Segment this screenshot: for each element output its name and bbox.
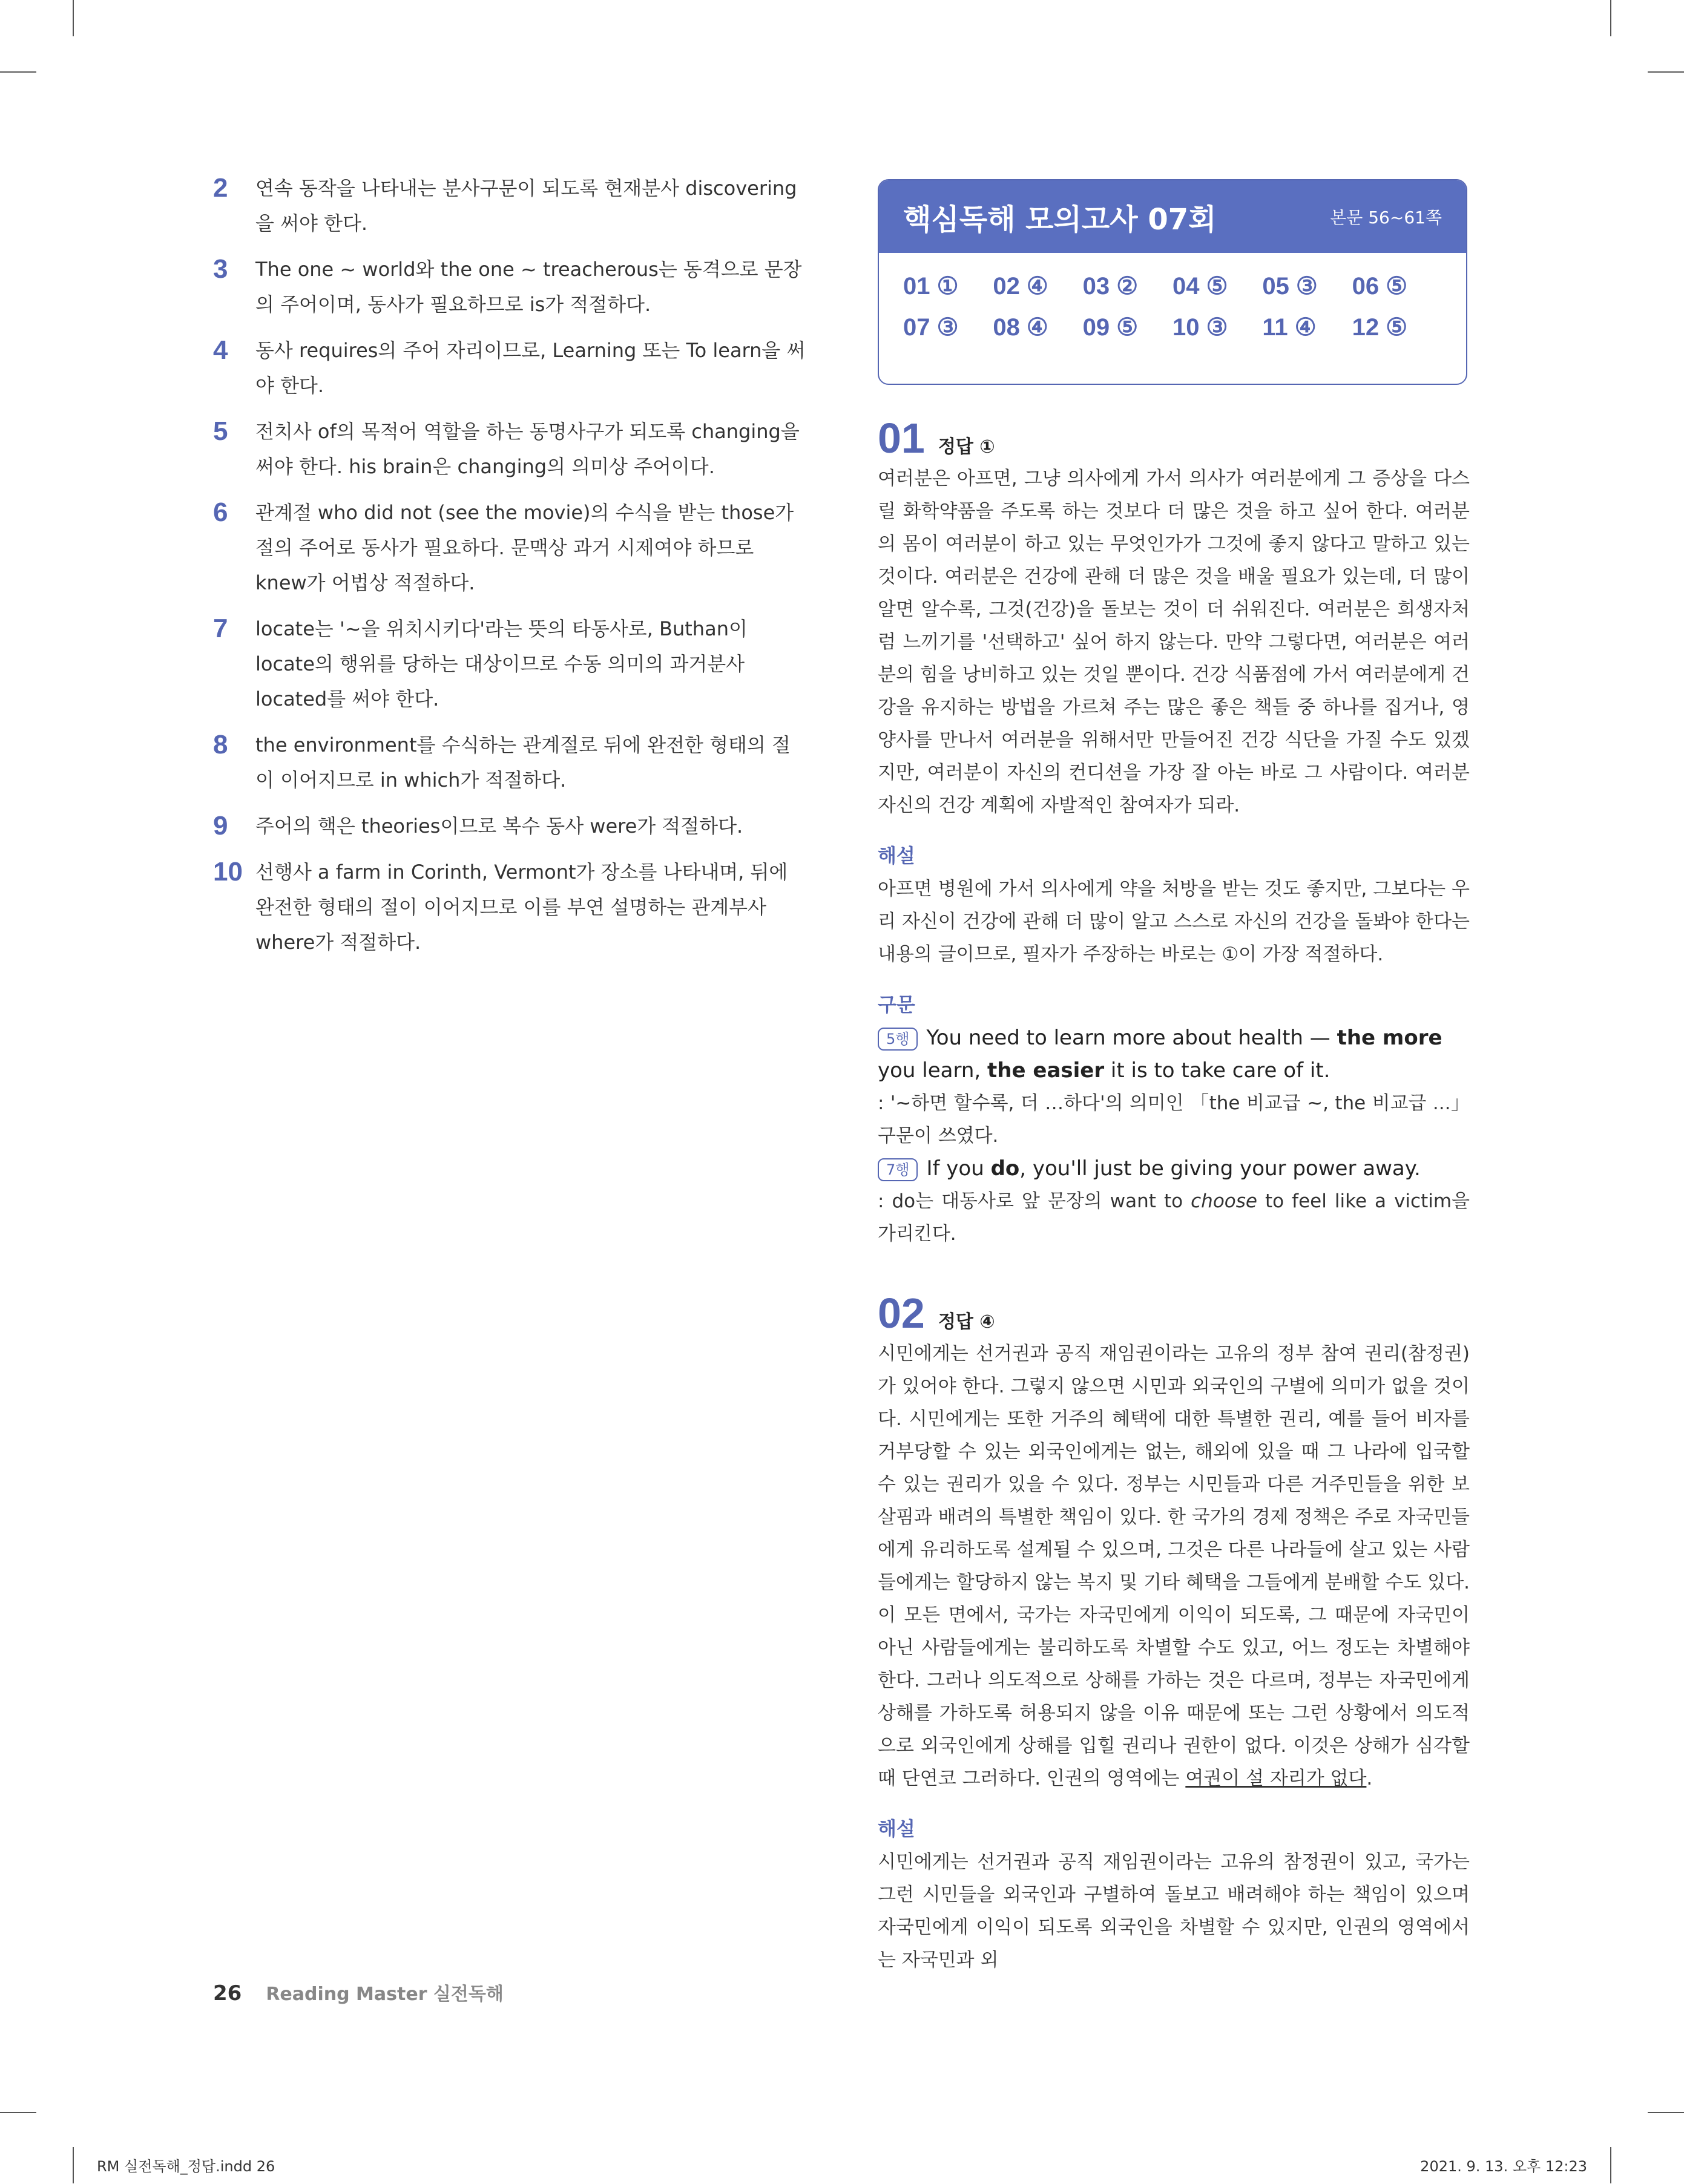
translation-paragraph: 여러분은 아프면, 그냥 의사에게 가서 의사가 여러분에게 그 증상을 다스릴 화학약품을 주도록 하는 것보다 더 많은 것을 하고 싶어 한다. 여러분의 몸이 여러분이 하고 있는 무엇인가가 그것에 좋지 않다고 말하고 있는 것이다. 여러분은 건강에 관해 더 많은 것을 배울 필요가 있는데, 더 많이 알면 알수록, 그것(건강)을 돌보는 것이 더 쉬워진다. 여러분은 희생자처럼 느끼기를 '선택하고' 싶어 하지 않는다. 만약 그렇다면, 여러분은 여러분의 힘을 낭비하고 있는 것일 뿐이다. 건강 식품점에 가서 여러분에게 건강을 유지하는 방법을 가르쳐 주는 많은 좋은 책들 중 하나를 집거나, 영양사를 만나서 여러분을 위해서만 만들어진 건강 식단을 가질 수도 있겠지만, 여러분이 자신의 컨디션을 가장 잘 아는 바로 그 사람이다. 여러분 자신의 건강 계획에 자발적인 참여자가 되라. bbox=[878, 468, 1470, 816]
sentence-bold: the more bbox=[1337, 1026, 1442, 1050]
section-heading-explanation: 해설 bbox=[878, 1817, 915, 1840]
translation-text: 시민에게는 선거권과 공직 재임권이라는 고유의 정부 참여 권리(참정권)가 있어야 한다. 그렇지 않으면 시민과 외국인의 구별에 의미가 없을 것이다. 시민에게는 또한 거주의 혜택에 대한 특별한 권리, 예를 들어 비자를 거부당할 수 있는 외국인에게는 없는, 해외에 있을 때 그 나라에 입국할 수 있는 권리가 있을 수 있다. 정부는 시민들과 다른 거주민들을 위한 보살핌과 배려의 특별한 책임이 있다. 한 국가의 경제 정책은 주로 자국민들에게 유리하도록 설계될 수 있으며, 그것은 다른 나라들에 살고 있는 사람들에게는 할당하지 않는 복지 및 기타 혜택을 그들에게 분배할 수도 있다. 이 모든 면에서, 국가는 자국민에게 이익이 되도록, 그 때문에 자국민이 아닌 사람들에게는 불리하도록 차별할 수도 있고, 어느 정도는 차별해야 한다. 그러나 의도적으로 상해를 가하는 것은 다르며, 정부는 자국민에게 상해를 가하도록 허용되지 않을 이유 때문에 또는 그런 상황에서 의도적으로 외국인에게 상해를 입힐 권리나 권한이 없다. 이것은 상해가 심각할 때 단연코 그러하다. 인권의 영역에는 bbox=[878, 1343, 1470, 1789]
answer-key-pages: 본문 56~61쪽 bbox=[1330, 208, 1442, 228]
answer-item: 12 ⑤ bbox=[1352, 314, 1408, 341]
list-item bbox=[213, 611, 806, 717]
sentence-part: , you'll just be giving your power away. bbox=[1019, 1156, 1421, 1181]
answer-item: 09 ⑤ bbox=[1082, 314, 1139, 341]
item-text: The one ~ world와 the one ~ treacherous는 동격으로 문장의 주어이며, 동사가 필요하므로 is가 적절하다. bbox=[255, 258, 802, 316]
crop-mark bbox=[1648, 71, 1684, 73]
sentence-part: You need to learn more about health — bbox=[926, 1026, 1337, 1050]
list-item bbox=[213, 727, 806, 798]
question-header bbox=[878, 1289, 1470, 1337]
item-number: 7 bbox=[213, 614, 228, 643]
question-number: 01 bbox=[878, 415, 925, 462]
slug-date: 2021. 9. 13. 오후 12:23 bbox=[1420, 2158, 1587, 2175]
answer-item: 05 ③ bbox=[1262, 273, 1318, 300]
item-text: 동사 requires의 주어 자리이므로, Learning 또는 To learn을 써야 한다. bbox=[255, 339, 806, 397]
list-item bbox=[213, 495, 806, 600]
answer-item: 03 ② bbox=[1082, 273, 1139, 300]
item-text: 연속 동작을 나타내는 분사구문이 되도록 현재분사 discovering을 써야 한다. bbox=[255, 177, 797, 235]
explanation-paragraph: 시민에게는 선거권과 공직 재임권이라는 고유의 참정권이 있고, 국가는 그런 시민들을 외국인과 구별하여 돌보고 배려해야 하는 책임이 있으며 자국민에게 이익이 되도록 외국인을 차별할 수 있지만, 인권의 영역에서는 자국민과 외 bbox=[878, 1851, 1470, 1971]
item-number: 4 bbox=[213, 335, 228, 365]
answer-label: 정답 ④ bbox=[938, 1311, 995, 1333]
answer-item: 01 ① bbox=[903, 273, 959, 300]
syntax-sentence bbox=[878, 1021, 1470, 1087]
translation-end: . bbox=[1366, 1768, 1373, 1789]
crop-mark bbox=[0, 71, 36, 73]
sentence-part: If you bbox=[926, 1156, 991, 1181]
crop-mark bbox=[73, 2147, 74, 2183]
answer-key-header bbox=[879, 180, 1466, 253]
sentence-bold: do bbox=[990, 1156, 1020, 1181]
answer-label: 정답 ① bbox=[938, 436, 995, 457]
left-answer-list bbox=[213, 171, 806, 971]
answer-item: 10 ③ bbox=[1172, 314, 1228, 341]
translation-paragraph bbox=[878, 1337, 1470, 1795]
item-number: 5 bbox=[213, 416, 228, 446]
slug-file: RM 실전독해_정답.indd 26 bbox=[97, 2158, 275, 2175]
list-item bbox=[213, 333, 806, 403]
answer-key-title: 핵심독해 모의고사 07회 bbox=[903, 202, 1217, 237]
sentence-bold: the easier bbox=[987, 1058, 1105, 1083]
answer-item: 07 ③ bbox=[903, 314, 959, 341]
item-text: the environment를 수식하는 관계절로 뒤에 완전한 형태의 절이 이어지므로 in which가 적절하다. bbox=[255, 733, 791, 792]
item-number: 10 bbox=[213, 857, 243, 887]
item-number: 2 bbox=[213, 173, 228, 203]
item-text: locate는 '~을 위치시키다'라는 뜻의 타동사로, Buthan이 locate의 행위를 당하는 대상이므로 수동 의미의 과거분사 located를 써야 한다. bbox=[255, 617, 748, 710]
section-heading-explanation: 해설 bbox=[878, 844, 915, 867]
answer-item: 04 ⑤ bbox=[1172, 273, 1228, 300]
sentence-part: you learn, bbox=[878, 1058, 988, 1083]
answer-item: 06 ⑤ bbox=[1352, 273, 1408, 300]
section-heading-syntax: 구문 bbox=[878, 993, 915, 1016]
item-text: 전치사 of의 목적어 역할을 하는 동명사구가 되도록 changing을 써야 한다. his brain은 changing의 의미상 주어이다. bbox=[255, 420, 800, 478]
answer-item: 08 ④ bbox=[993, 314, 1048, 341]
item-number: 8 bbox=[213, 730, 228, 759]
note-italic: choose bbox=[1191, 1190, 1257, 1212]
crop-mark bbox=[73, 0, 74, 36]
page-footer bbox=[213, 1979, 504, 2005]
note-part: to feel like a victim을 가리킨다. bbox=[878, 1190, 1470, 1245]
list-item bbox=[213, 414, 806, 484]
list-item bbox=[213, 171, 806, 241]
line-tag: 5행 bbox=[878, 1028, 918, 1051]
page-number: 26 bbox=[213, 1981, 242, 2005]
answer-item: 02 ④ bbox=[993, 273, 1048, 300]
explanation-paragraph: 아프면 병원에 가서 의사에게 약을 처방을 받는 것도 좋지만, 그보다는 우리 자신이 건강에 관해 더 많이 알고 스스로 자신의 건강을 돌봐야 한다는 내용의 글이므로, 필자가 주장하는 바로는 ①이 가장 적절하다. bbox=[878, 878, 1470, 965]
list-item bbox=[213, 252, 806, 322]
right-column bbox=[878, 179, 1470, 1976]
book-title: Reading Master 실전독해 bbox=[266, 1984, 504, 2005]
item-number: 3 bbox=[213, 254, 228, 284]
answer-key-box bbox=[878, 179, 1467, 385]
list-item bbox=[213, 854, 806, 960]
underlined-phrase: 여권이 설 자리가 없다 bbox=[1185, 1768, 1367, 1789]
question-header bbox=[878, 414, 1470, 462]
item-number: 6 bbox=[213, 497, 228, 527]
note-part: : do는 대동사로 앞 문장의 want to bbox=[878, 1190, 1191, 1212]
crop-mark bbox=[0, 2112, 36, 2113]
answer-item: 11 ④ bbox=[1262, 314, 1317, 341]
answer-grid bbox=[879, 253, 1466, 341]
item-number: 9 bbox=[213, 811, 228, 841]
syntax-note bbox=[878, 1185, 1470, 1250]
list-item bbox=[213, 808, 806, 844]
crop-mark bbox=[1610, 2147, 1611, 2183]
syntax-sentence bbox=[878, 1152, 1470, 1185]
syntax-note: : '~하면 할수록, 더 …하다'의 의미인 「the 비교급 ~, the 비교급 ...」 구문이 쓰였다. bbox=[878, 1092, 1470, 1147]
item-text: 주어의 핵은 theories이므로 복수 동사 were가 적절하다. bbox=[255, 815, 743, 838]
item-text: 관계절 who did not (see the movie)의 수식을 받는 those가 절의 주어로 동사가 필요하다. 문맥상 과거 시제여야 하므로 knew가 어법상 적절하다. bbox=[255, 501, 794, 594]
crop-mark bbox=[1610, 0, 1611, 36]
crop-mark bbox=[1648, 2112, 1684, 2113]
question-number: 02 bbox=[878, 1290, 925, 1337]
line-tag: 7행 bbox=[878, 1158, 918, 1181]
item-text: 선행사 a farm in Corinth, Vermont가 장소를 나타내며, 뒤에 완전한 형태의 절이 이어지므로 이를 부연 설명하는 관계부사 where가 적절하다. bbox=[255, 861, 788, 954]
sentence-part: it is to take care of it. bbox=[1104, 1058, 1330, 1083]
